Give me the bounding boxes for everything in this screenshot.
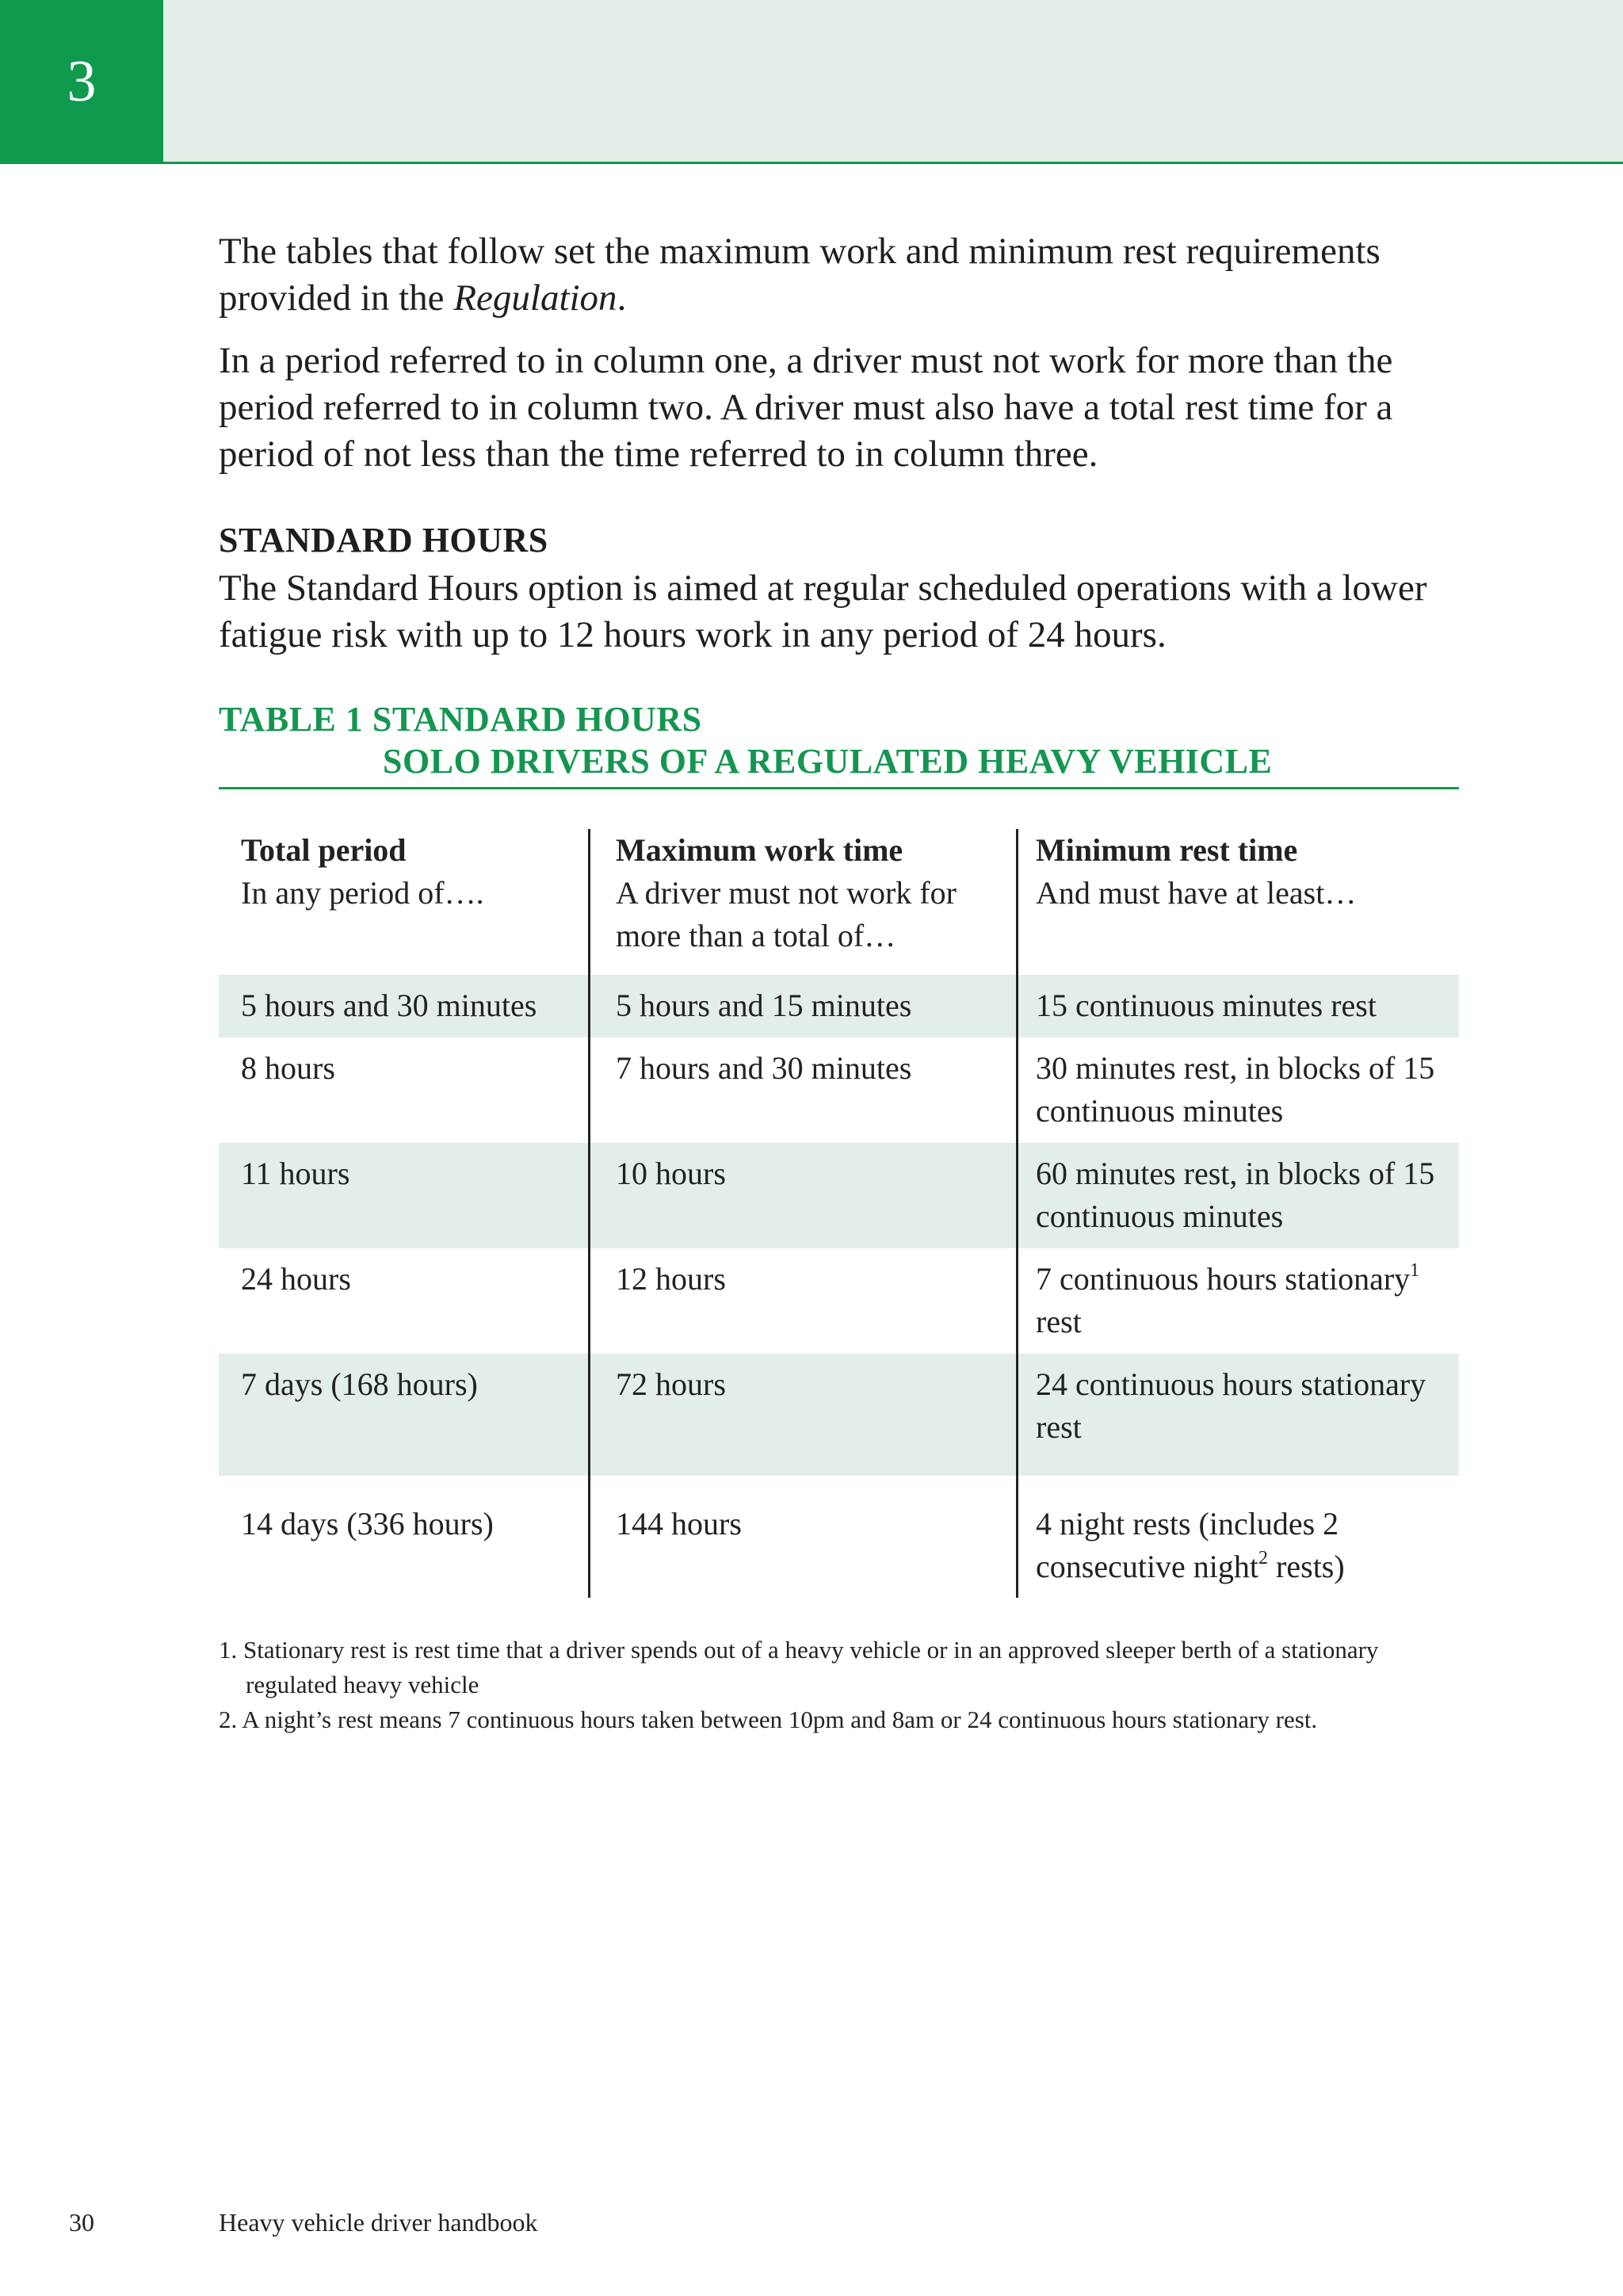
cell-period: 11 hours: [219, 1143, 590, 1248]
chapter-number: 3: [0, 0, 163, 163]
intro-paragraph-1: [219, 228, 1459, 322]
cell-work: 5 hours and 15 minutes: [590, 975, 1018, 1037]
section-heading: STANDARD HOURS: [219, 521, 548, 560]
header-minimum-rest-time: [1018, 829, 1460, 975]
header-total-period: [219, 829, 590, 975]
standard-hours-table: [219, 829, 1459, 1598]
table-row: [219, 1248, 1459, 1354]
table-row: [219, 975, 1459, 1037]
rest-text: 4 night rests (includes 2 consecutive night: [1036, 1506, 1339, 1584]
intro-text: The tables that follow set the maximum work and minimum rest requirements provided in the: [219, 231, 1381, 319]
column-subheading: In any period of….: [241, 875, 484, 911]
column-subheading: A driver must not work for more than a total of…: [616, 875, 957, 953]
column-heading: Maximum work time: [616, 832, 903, 868]
cell-work: 7 hours and 30 minutes: [590, 1037, 1018, 1143]
footnote-marker: 2: [1258, 1548, 1269, 1569]
footnote-2: 2. A night’s rest means 7 continuous hours taken between 10pm and 8am or 24 continuous hours stationary rest.: [219, 1706, 1318, 1733]
cell-rest: 24 continuous hours stationary rest: [1018, 1354, 1460, 1476]
cell-work: 144 hours: [590, 1476, 1018, 1598]
cell-period: 7 days (168 hours): [219, 1354, 590, 1476]
header-band: [0, 0, 1623, 164]
intro-period: .: [617, 277, 627, 319]
cell-rest: 30 minutes rest, in blocks of 15 continuous minutes: [1018, 1037, 1460, 1143]
table-header-row: [219, 829, 1459, 975]
cell-rest: [1018, 1248, 1460, 1354]
table-row: [219, 1143, 1459, 1248]
header-maximum-work-time: [590, 829, 1018, 975]
intro-paragraph-2: In a period referred to in column one, a driver must not work for more than the period referred to in column two. A driver must also have a total rest time for a period of not less than the time referred to in column three.: [219, 340, 1393, 475]
section-text: The Standard Hours option is aimed at regular scheduled operations with a lower fatigue risk with up to 12 hours work in any period of 24 hours.: [219, 567, 1427, 655]
footnote-marker: 1: [1410, 1260, 1420, 1282]
table-title-line-1: TABLE 1 STANDARD HOURS: [219, 700, 702, 739]
rest-text: rests): [1268, 1549, 1345, 1584]
cell-rest: [1018, 1476, 1460, 1598]
footnotes: [219, 1633, 1459, 1737]
column-heading: Minimum rest time: [1036, 832, 1298, 868]
column-heading: Total period: [241, 832, 407, 868]
table-row: [219, 1037, 1459, 1143]
rest-text: 7 continuous hours stationary: [1036, 1261, 1411, 1297]
cell-period: 14 days (336 hours): [241, 1506, 494, 1541]
rest-text: rest: [1036, 1304, 1082, 1339]
cell-work: 72 hours: [590, 1354, 1018, 1476]
table-row: [219, 1476, 1459, 1598]
page-content: [219, 228, 1459, 1737]
table-title-line-2: SOLO DRIVERS OF A REGULATED HEAVY VEHICLE: [383, 742, 1273, 781]
cell-work: 12 hours: [590, 1248, 1018, 1354]
table-title: [219, 698, 1459, 789]
cell-rest: 60 minutes rest, in blocks of 15 continuous minutes: [1018, 1143, 1460, 1248]
page-number: 30: [69, 2208, 94, 2237]
footer-title: Heavy vehicle driver handbook: [219, 2208, 538, 2237]
cell-rest: 15 continuous minutes rest: [1018, 975, 1460, 1037]
regulation-term: Regulation: [453, 277, 617, 319]
cell-work: 10 hours: [590, 1143, 1018, 1248]
cell-period: 5 hours and 30 minutes: [219, 975, 590, 1037]
table-row: [219, 1354, 1459, 1476]
cell-period: 24 hours: [241, 1261, 351, 1297]
cell-period: 8 hours: [241, 1050, 335, 1086]
column-subheading: And must have at least…: [1036, 875, 1357, 911]
footnote-1: 1. Stationary rest is rest time that a driver spends out of a heavy vehicle or in an approved sleeper berth of a stationary regulated heavy vehicle: [219, 1636, 1379, 1698]
